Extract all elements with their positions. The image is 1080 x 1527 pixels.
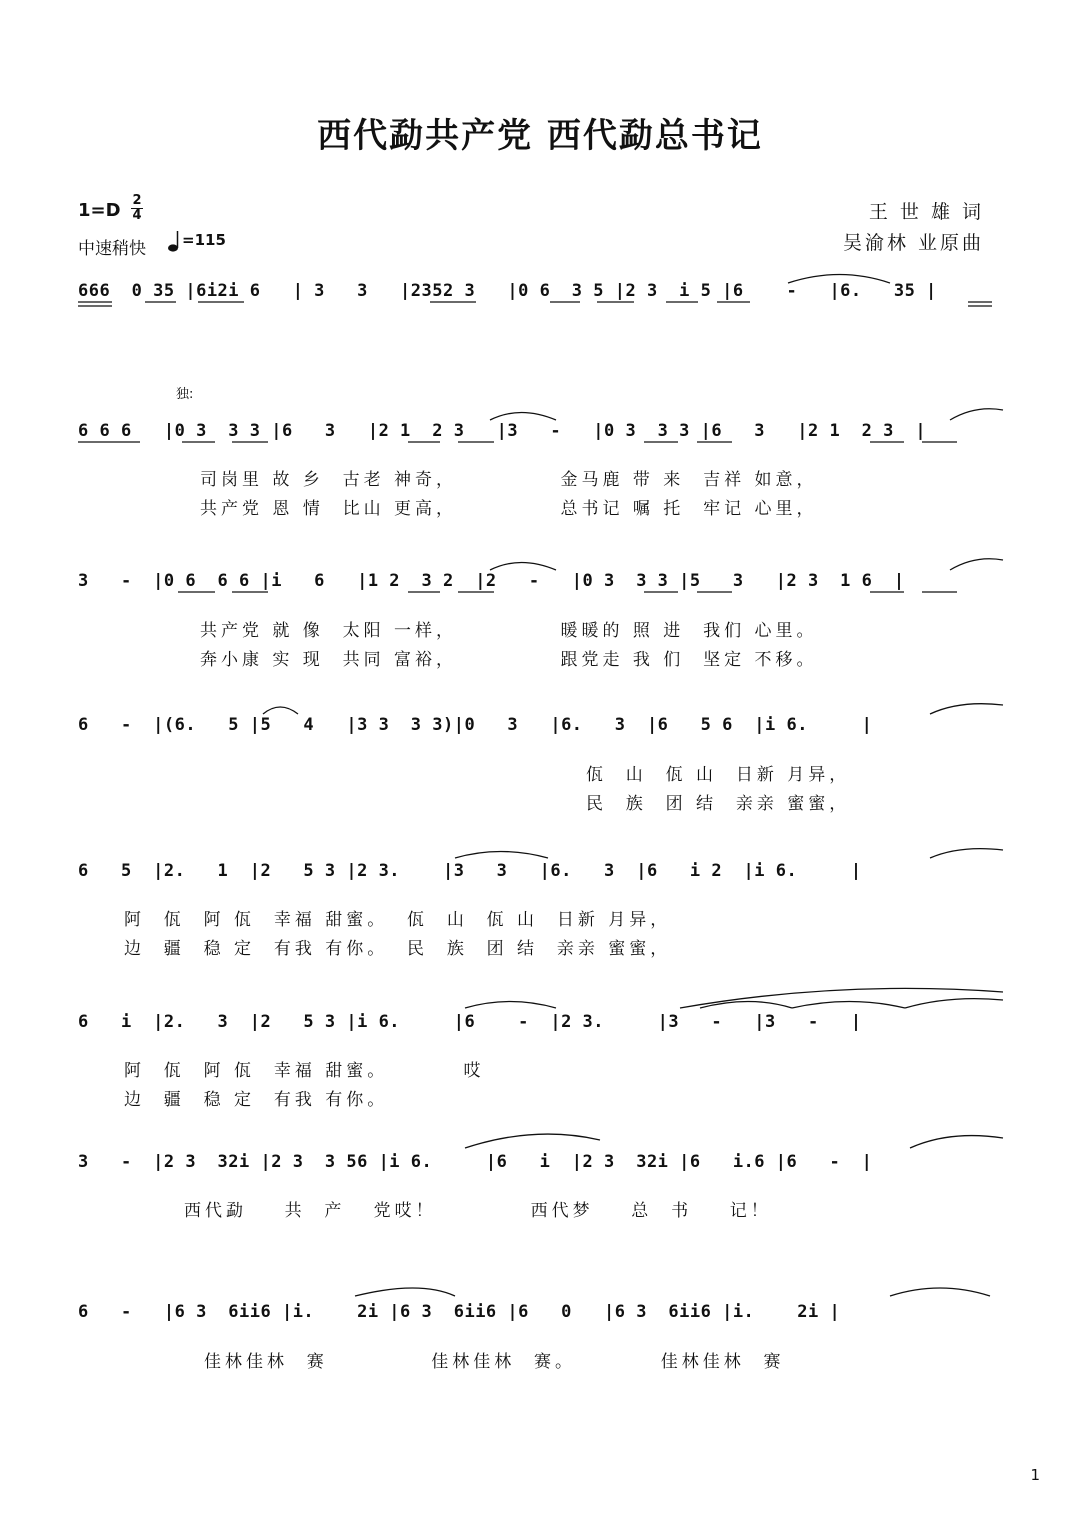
- tempo-marking: 中速稍快: [78, 239, 146, 259]
- key-signature: 1=D: [78, 200, 121, 221]
- tie-mark: [930, 849, 1003, 858]
- page-number: 1: [1030, 1466, 1040, 1484]
- notation-line-3: 3 - |0 6 6 6 |i 6 |1 2 3 2 |2 - |0 3 3 3 |5 3 |2 3 1 6 |: [78, 571, 905, 591]
- lyric-line-3a: 共产党 就 像 太阳 一样， 暖暖的 照 进 我们 心里。: [200, 621, 818, 641]
- lyric-line-6b: 边 疆 稳 定 有我 有你。: [124, 1090, 389, 1110]
- lyric-line-2a: 司岗里 故 乡 古老 神奇， 金马鹿 带 来 吉祥 如意，: [200, 470, 818, 490]
- tie-mark: [788, 275, 890, 284]
- tempo-bpm: =115: [182, 231, 226, 249]
- tie-mark: [465, 1134, 600, 1148]
- lyric-line-6a: 阿 佤 阿 佤 幸福 甜蜜。 哎: [124, 1061, 485, 1081]
- tie-mark: [905, 999, 1003, 1008]
- tie-mark: [910, 1136, 1003, 1148]
- tie-mark: [950, 409, 1003, 420]
- notation-line-4: 6 - |(6. 5 |5 4 |3 3 3 3)|0 3 |6. 3 |6 5 6 |i 6. |: [78, 715, 873, 735]
- lyric-line-8a: 佳林佳林 赛 佳林佳林 赛。 佳林佳林 赛: [204, 1352, 785, 1372]
- time-signature-top: 2: [132, 193, 142, 208]
- tie-mark: [950, 559, 1003, 570]
- lyric-line-4b: 民 族 团 结 亲亲 蜜蜜，: [586, 794, 851, 814]
- composer-credit: 吴渝林 业原曲: [842, 232, 984, 254]
- time-signature-bottom: 4: [132, 208, 142, 223]
- notation-line-8: 6 - |6 3 6ii6 |i. 2i |6 3 6ii6 |6 0 |6 3 6ii6 |i. 2i |: [78, 1302, 841, 1322]
- tie-mark: [930, 704, 1003, 714]
- lyricist-credit: 王 世 雄 词: [868, 201, 984, 223]
- tie-mark: [355, 1288, 455, 1296]
- tie-mark: [680, 988, 1003, 1008]
- tie-mark: [890, 1288, 990, 1296]
- lyric-line-2b: 共产党 恩 情 比山 更高， 总书记 嘱 托 牢记 心里，: [200, 499, 818, 519]
- lyric-line-5b: 边 疆 稳 定 有我 有你。 民 族 团 结 亲亲 蜜蜜，: [124, 939, 672, 959]
- tie-mark: [263, 707, 298, 714]
- lyric-line-5a: 阿 佤 阿 佤 幸福 甜蜜。 佤 山 佤 山 日新 月异，: [124, 910, 672, 930]
- lyric-line-4a: 佤 山 佤 山 日新 月异，: [586, 765, 851, 785]
- solo-mark: 独:: [176, 387, 194, 402]
- notation-line-7: 3 - |2 3 32i |2 3 3 56 |i 6. |6 i |2 3 32i |6 i.6 |6 - |: [78, 1152, 873, 1172]
- notation-line-6: 6 i |2. 3 |2 5 3 |i 6. |6 - |2 3. |3 - |3 - |: [78, 1012, 862, 1032]
- notation-line-5: 6 5 |2. 1 |2 5 3 |2 3. |3 3 |6. 3 |6 i 2 |i 6. |: [78, 861, 862, 881]
- notation-line-1: 666 0 35 |6i2i 6 | 3 3 |2352 3 |0 6 3 5 |2 3 i 5 |6 - |6. 35 |: [78, 281, 937, 301]
- tie-mark: [490, 563, 556, 571]
- lyric-line-7a: 西代勐 共 产 党哎！ 西代梦 总 书 记！: [184, 1201, 772, 1221]
- tie-mark: [792, 1002, 905, 1009]
- song-title: 西代勐共产党 西代勐总书记: [317, 116, 763, 156]
- tie-mark: [455, 852, 548, 859]
- tie-mark: [490, 413, 556, 421]
- lyric-line-3b: 奔小康 实 现 共同 富裕， 跟党走 我 们 坚定 不移。: [200, 650, 818, 670]
- notation-line-2: 6 6 6 |0 3 3 3 |6 3 |2 1 2 3 |3 - |0 3 3 3 |6 3 |2 1 2 3 |: [78, 421, 927, 441]
- tie-mark: [465, 1002, 556, 1009]
